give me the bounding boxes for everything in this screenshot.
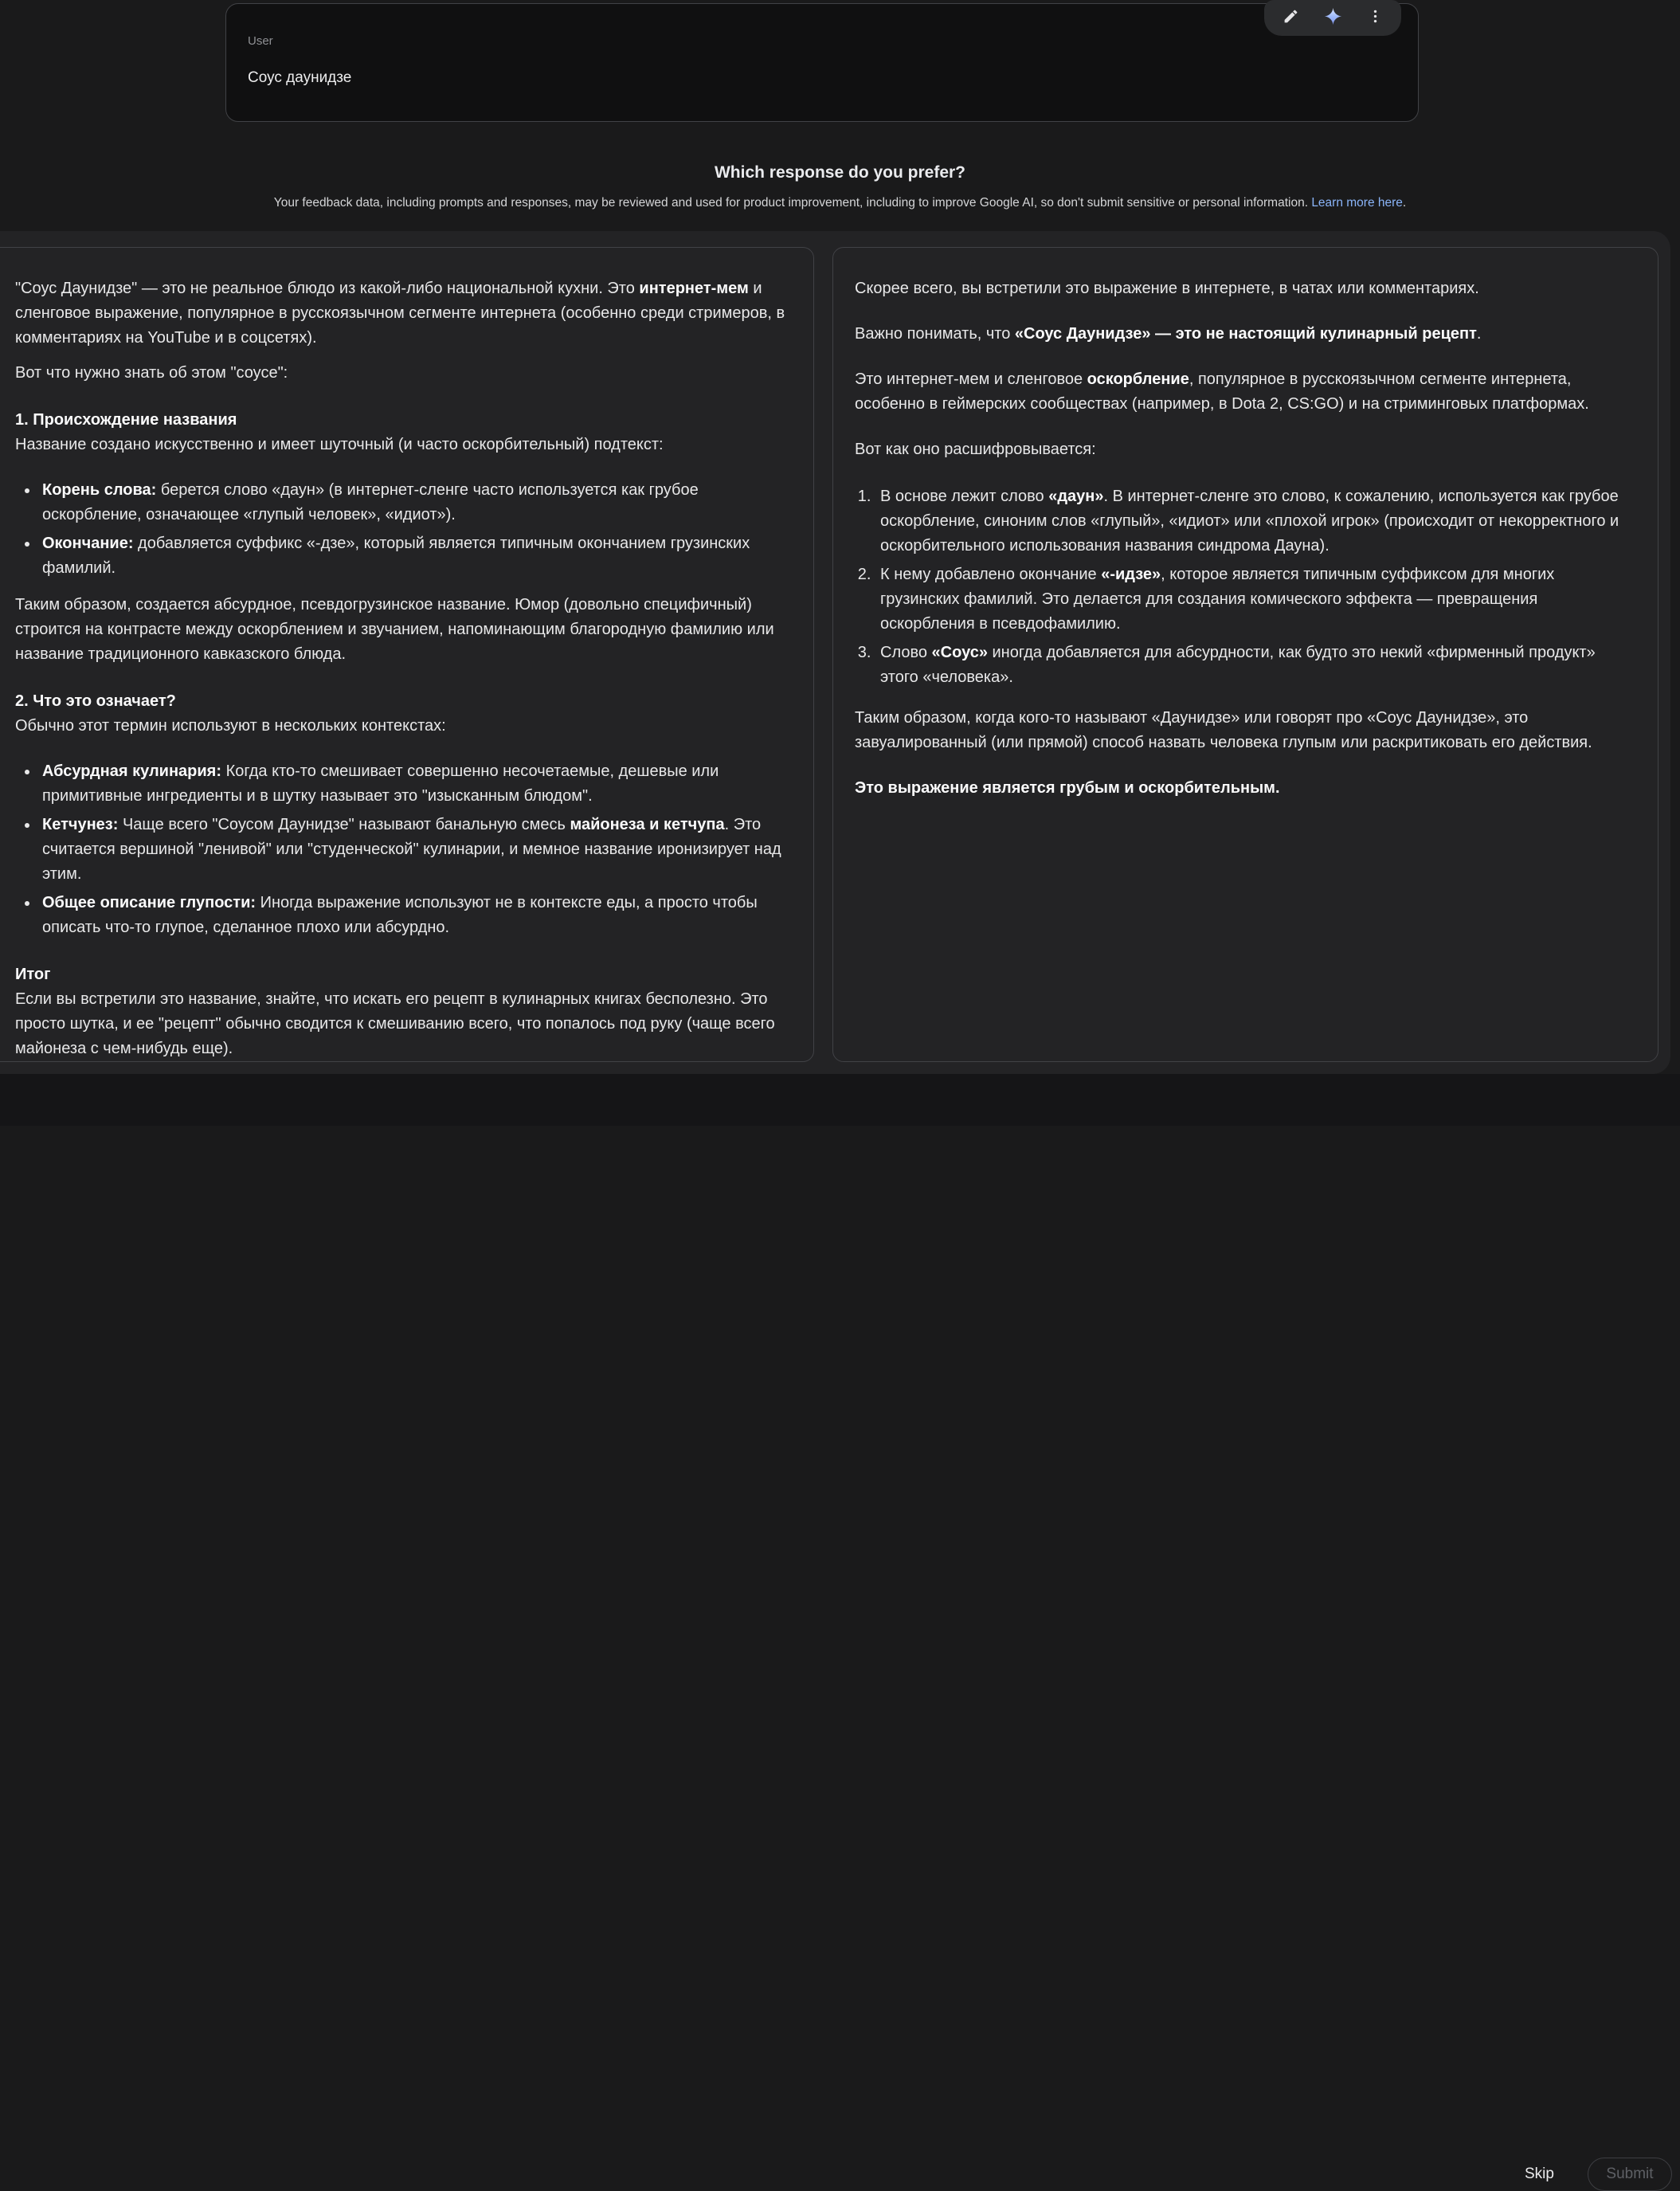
text-run: . (1476, 325, 1482, 343)
list-item (39, 759, 789, 809)
paragraph (855, 706, 1634, 755)
sparkle-icon (1323, 6, 1343, 30)
paragraph (15, 593, 789, 667)
bold-text-run: Итог (15, 966, 51, 983)
text-run: берется слово «даун» (в интернет-сленге часто используется как грубое оскорбление, означающее «глупый человек», «идиот»). (42, 481, 699, 523)
bold-text-run: Кетчунез: (42, 816, 119, 833)
text-run: добавляется суффикс «-дзе», который является типичным окончанием грузинских фамилий. (42, 535, 750, 577)
bold-text-run: «Соус» (931, 644, 988, 661)
paragraph (855, 437, 1634, 462)
response-list (15, 759, 789, 940)
text-run: Когда кто-то смешивает совершенно несочетаемые, дешевые или примитивные ингредиенты и в шутку называет это "изысканным блюдом". (42, 762, 719, 805)
response-left-content (15, 276, 789, 1061)
skip-button[interactable]: Skip (1514, 2158, 1565, 2191)
list-item (39, 891, 789, 940)
text-run: иногда добавляется для абсурдности, как будто это некий «фирменный продукт» этого «человека». (880, 644, 1596, 686)
text-run: и сленговое выражение, популярное в русскоязычном сегменте интернета (особенно среди стримеров, в комментариях на YouTube и в соцсетях). (15, 280, 785, 347)
paragraph (15, 433, 789, 457)
more-vertical-icon (1367, 8, 1384, 29)
response-right-content (855, 276, 1634, 801)
text-run: , которое является типичным суффиксом для многих грузинских фамилий. Это делается для создания комического эффекта — превращения оскорбления в псевдофамилию. (880, 566, 1555, 633)
user-prompt-card (225, 3, 1419, 122)
list-item (875, 562, 1634, 637)
bold-text-run: Общее описание глупости: (42, 894, 257, 911)
text-run: Если вы встретили это название, знайте, что искать его рецепт в кулинарных книгах бесполезно. Это просто шутка, и ее "рецепт" обычно сводится к смешиванию всего, что попалось под руку (чаще всего майонеза с чем-нибудь еще). (15, 990, 775, 1057)
footer-action-bar (0, 1074, 1680, 2182)
response-list (855, 484, 1634, 690)
assistant-button[interactable] (1317, 2, 1349, 34)
list-item (39, 531, 789, 581)
question-title: Which response do you prefer? (714, 163, 966, 182)
learn-more-link[interactable]: Learn more here (1311, 196, 1403, 210)
feedback-disclaimer (0, 196, 1680, 210)
bold-text-run: Абсурдная кулинария: (42, 762, 222, 780)
bold-text-run: 2. Что это означает? (15, 692, 176, 710)
text-run: Слово (880, 644, 932, 661)
bold-text-run: «-идзе» (1101, 566, 1161, 583)
text-run: Вот что нужно знать об этом "соусе": (15, 364, 288, 382)
more-options-button[interactable] (1359, 2, 1391, 34)
paragraph (15, 714, 789, 739)
paragraph (15, 361, 789, 386)
paragraph (855, 322, 1634, 347)
bold-text-run: интернет-мем (639, 280, 749, 297)
paragraph (15, 276, 789, 351)
bold-text-run: «Соус Даунидзе» — это не настоящий кулинарный рецепт (1014, 325, 1477, 343)
text-run: Таким образом, создается абсурдное, псевдогрузинское название. Юмор (довольно специфичный) строится на контрасте между оскорблением и звучанием, напоминающим благородную фамилию или название традиционного кавказского блюда. (15, 596, 774, 663)
text-run: В основе лежит слово (880, 488, 1049, 505)
prompt-toolbar (1264, 0, 1401, 36)
text-run: Таким образом, когда кого-то называют «Даунидзе» или говорят про «Соус Даунидзе», это завуалированный (или прямой) способ назвать человека глупым или раскритиковать его действия. (855, 709, 1592, 751)
text-run: . Это считается вершиной "ленивой" или "студенческой" кулинарии, и мемное название иронизирует над этим. (42, 816, 781, 883)
text-run: Вот как оно расшифровывается: (855, 441, 1096, 458)
bold-text-run: Окончание: (42, 535, 134, 552)
bold-text-run: оскорбление (1087, 370, 1189, 388)
text-run: "Соус Даунидзе" — это не реальное блюдо из какой-либо национальной кухни. Это (15, 280, 640, 297)
text-run: Важно понимать, что (855, 325, 1015, 343)
response-option-left[interactable] (0, 247, 814, 1062)
text-run: Это интернет-мем и сленговое (855, 370, 1087, 388)
text-run: , популярное в русскоязычном сегменте интернета, особенно в геймерских сообществах (например, в Dota 2, CS:GO) и на стриминговых платформах. (855, 370, 1589, 413)
disclaimer-text: Your feedback data, including prompts and responses, may be reviewed and used for product improvement, including to improve Google AI, so don't submit sensitive or personal information. (273, 196, 1312, 210)
text-run: Скорее всего, вы встретили это выражение в интернете, в чатах или комментариях. (855, 280, 1479, 297)
response-option-right[interactable] (832, 247, 1658, 1062)
section-heading (15, 689, 789, 714)
paragraph (855, 367, 1634, 417)
paragraph (15, 987, 789, 1061)
text-run: Иногда выражение используют не в контексте еды, а просто чтобы описать что-то глупое, сделанное плохо или абсурдно. (42, 894, 758, 936)
list-item (39, 813, 789, 887)
bold-text-run: Корень слова: (42, 481, 157, 499)
edit-button[interactable] (1275, 2, 1306, 34)
submit-button[interactable]: Submit (1588, 2158, 1672, 2191)
bold-text-run: 1. Происхождение названия (15, 411, 237, 429)
text-run: Название создано искусственно и имеет шуточный (и часто оскорбительный) подтекст: (15, 436, 664, 453)
disclaimer-period: . (1402, 196, 1407, 210)
section-heading (15, 962, 789, 987)
response-list (15, 478, 789, 581)
list-item (875, 641, 1634, 690)
user-prompt-text: Соус даунидзе (248, 69, 352, 86)
paragraph (855, 276, 1634, 301)
user-role-label: User (248, 34, 273, 48)
bold-text-run: Это выражение является грубым и оскорбительным. (855, 779, 1280, 797)
bold-text-run: «даун» (1048, 488, 1104, 505)
paragraph (855, 776, 1634, 801)
list-item (875, 484, 1634, 559)
response-comparison-section (0, 231, 1670, 1074)
text-run: К нему добавлено окончание (880, 566, 1102, 583)
text-run: Обычно этот термин используют в нескольких контекстах: (15, 717, 446, 735)
text-run: . В интернет-сленге это слово, к сожалению, используется как грубое оскорбление, синоним слов «глупый», «идиот» или «плохой игрок» (происходит от некорректного и оскорбительного использования названия синдрома Дауна). (880, 488, 1619, 555)
text-run: Чаще всего "Соусом Даунидзе" называют банальную смесь (118, 816, 570, 833)
edit-icon (1283, 8, 1299, 29)
section-heading (15, 408, 789, 433)
bold-text-run: майонеза и кетчупа (570, 816, 725, 833)
list-item (39, 478, 789, 527)
